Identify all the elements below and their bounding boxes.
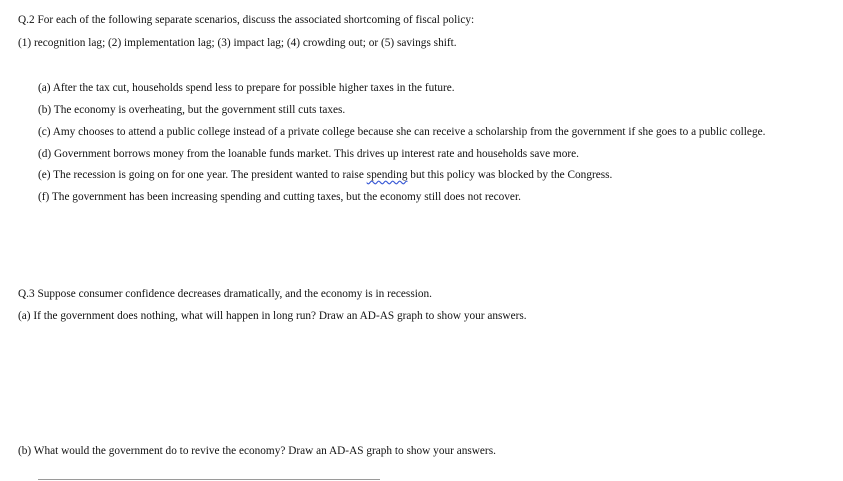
- q2-options: (1) recognition lag; (2) implementation lag; (3) impact lag; (4) crowding out; or (5) savings shift.: [18, 37, 457, 49]
- q2-prompt: Q.2 For each of the following separate scenarios, discuss the associated shortcoming of fiscal policy:: [18, 14, 475, 26]
- scenario-e: [38, 168, 612, 182]
- q3-part-b: (b) What would the government do to revive the economy? Draw an AD-AS graph to show your answers.: [18, 445, 496, 457]
- scenario-f: (f) The government has been increasing spending and cutting taxes, but the economy still does not recover.: [38, 191, 521, 203]
- scenario-b: (b) The economy is overheating, but the government still cuts taxes.: [38, 104, 346, 116]
- scenario-a: (a) After the tax cut, households spend less to prepare for possible higher taxes in the future.: [38, 82, 455, 94]
- scenario-d: (d) Government borrows money from the loanable funds market. This drives up interest rate and households save more.: [38, 148, 579, 160]
- q3-part-a: (a) If the government does nothing, what will happen in long run? Draw an AD-AS graph to show your answers.: [18, 310, 527, 322]
- bottom-divider: [38, 479, 380, 480]
- scenario-c: (c) Amy chooses to attend a public college instead of a private college because she can receive a scholarship from the government if she goes to a public college.: [38, 126, 766, 138]
- scenario-e-text-start: (e) The recession is going on for one year. The president wanted to raise: [38, 169, 367, 181]
- scenario-e-text-end: but this policy was blocked by the Congress.: [407, 169, 613, 181]
- spellcheck-marked-word[interactable]: spending: [366, 169, 408, 181]
- q3-prompt: Q.3 Suppose consumer confidence decreases dramatically, and the economy is in recession.: [18, 288, 432, 300]
